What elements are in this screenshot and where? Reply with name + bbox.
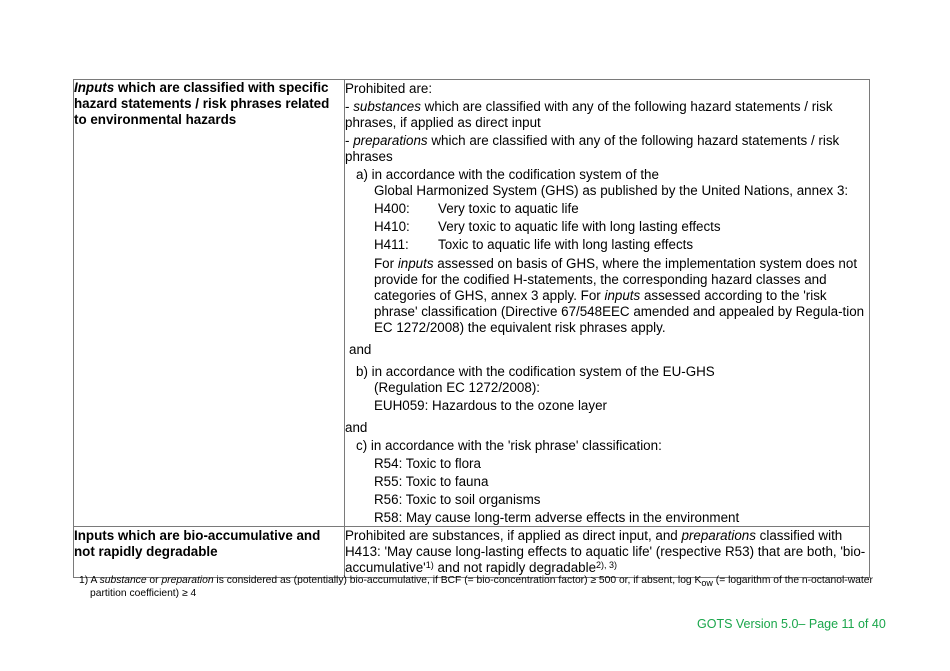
item-b-line1: b) in accordance with the codification system of the EU-GHS (356, 364, 715, 379)
euh-statement: EUH059: Hazardous to the ozone layer (374, 398, 607, 413)
h-statement: H410: Very toxic to aquatic life with long lasting effects (374, 219, 721, 234)
intro-text: Prohibited are: (345, 81, 433, 96)
row-content (345, 80, 870, 527)
row-header: Inputs which are bio-accumulative and not rapidly degradable (74, 527, 345, 578)
item-a-line1: a) in accordance with the codification system of the (356, 167, 659, 182)
item-c-line: c) in accordance with the 'risk phrase' classification: (356, 438, 662, 453)
r-phrase: R58: May cause long-term adverse effects in the environment (374, 510, 740, 525)
page-footer: GOTS Version 5.0– Page 11 of 40 (697, 617, 886, 631)
row-content: Prohibited are substances, if applied as direct input, and preparations classified with H413: 'May cause long-lasting effects to aquatic life' (respective R53) that are both, '$bio-accumulative'^{1)}$ and not rapidly degradable$^{2), 3)}$ (345, 527, 870, 578)
footnote (79, 575, 879, 600)
row-header: Inputs which are classified with specific hazard statements / risk phrases related to environmental hazards (74, 80, 345, 527)
criteria-table (73, 79, 870, 578)
h-statement: H400: Very toxic to aquatic life (374, 201, 579, 216)
ghs-note: For inputs assessed on basis of GHS, where the implementation system does not provide for the codified H-statements, the corresponding hazard classes and categories of GHS, annex 3 apply. For inputs assessed according to the 'risk phrase' classification (Directive 67/548EEC amended and appealed by Regula-tion EC 1272/2008) the equivalent risk phrases apply. (374, 256, 865, 335)
r-phrase: R56: Toxic to soil organisms (374, 492, 541, 507)
table-row (74, 527, 870, 578)
r-phrase: R54: Toxic to flora (374, 456, 481, 471)
preparations-item: - preparations which are classified with any of the following hazard statements / risk phrases (345, 133, 840, 164)
item-a-line2: Global Harmonized System (GHS) as published by the United Nations, annex 3: (374, 183, 849, 198)
and-connector: and (345, 420, 368, 435)
footnote-line1: 1) A substance or preparation is considered as (potentially) bio-accumulative, if BCF (= bio-concentration factor) ≥ 500 or, if absent, log Kow (= logarithm of the n-octanol-water (79, 575, 873, 588)
item-b-line2: (Regulation EC 1272/2008): (374, 380, 541, 395)
and-connector: and (349, 342, 372, 357)
h-statement: H411: Toxic to aquatic life with long lasting effects (374, 237, 694, 252)
table-row (74, 80, 870, 527)
r-phrase: R55: Toxic to fauna (374, 474, 489, 489)
footnote-line2: partition coefficient) ≥ 4 (90, 588, 197, 599)
substances-item: - substances which are classified with any of the following hazard statements / risk phrases, if applied as direct input (345, 99, 833, 130)
